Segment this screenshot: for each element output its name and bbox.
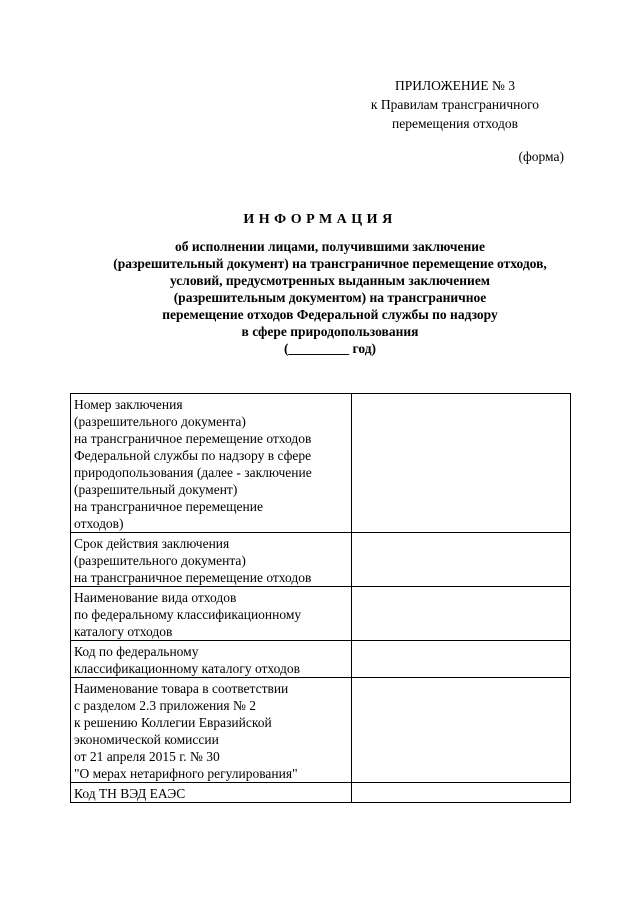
value-cell[interactable] (352, 783, 571, 803)
value-cell[interactable] (352, 394, 571, 533)
table-row-tnved-code (71, 783, 571, 803)
row-label: Наименование вида отходов по федеральному классификационному каталогу отходов (71, 587, 352, 641)
info-table (70, 393, 571, 803)
subtitle-line: в сфере природопользования (241, 324, 419, 339)
row-label: Код по федеральному классификационному каталогу отходов (71, 641, 352, 678)
table-row-conclusion-number (71, 394, 571, 533)
appendix-reference: к Правилам трансграничного (370, 97, 540, 112)
value-cell[interactable] (352, 533, 571, 587)
table-row-validity-period (71, 533, 571, 587)
document-title: ИНФОРМАЦИЯ (243, 212, 397, 227)
subtitle-line: условий, предусмотренных выданным заключением (169, 273, 491, 288)
table-row-waste-type (71, 587, 571, 641)
subtitle-line: (разрешительный документ) на трансграничное перемещение отходов, (113, 256, 547, 271)
row-label: Код ТН ВЭД ЕАЭС (71, 783, 352, 803)
appendix-number: ПРИЛОЖЕНИЕ № 3 (394, 78, 516, 93)
subtitle-line: об исполнении лицами, получившими заключение (174, 239, 486, 254)
value-cell[interactable] (352, 587, 571, 641)
document-subtitle (40, 238, 620, 357)
row-label: Наименование товара в соответствии с разделом 2.3 приложения № 2 к решению Коллегии Евразийской экономической комиссии от 21 апреля 2015 г. № 30 "О мерах нетарифного регулирования" (71, 678, 352, 783)
appendix-header (340, 76, 570, 133)
table-row-goods-name (71, 678, 571, 783)
value-cell[interactable] (352, 678, 571, 783)
value-cell[interactable] (352, 641, 571, 678)
subtitle-line: (разрешительным документом) на трансграничное (173, 290, 487, 305)
subtitle-year-line: (_________ год) (283, 341, 377, 356)
form-label: (форма) (518, 149, 564, 164)
table-row-catalog-code (71, 641, 571, 678)
appendix-reference-cont: перемещения отходов (392, 116, 518, 131)
subtitle-line: перемещение отходов Федеральной службы по надзору (162, 307, 498, 322)
row-label: Срок действия заключения (разрешительного документа) на трансграничное перемещение отходов (71, 533, 352, 587)
row-label: Номер заключения (разрешительного документа) на трансграничное перемещение отходов Федеральной службы по надзору в сфере природопользования (далее - заключение (разрешительный документ) на трансграничное перемещение отходов) (71, 394, 352, 533)
